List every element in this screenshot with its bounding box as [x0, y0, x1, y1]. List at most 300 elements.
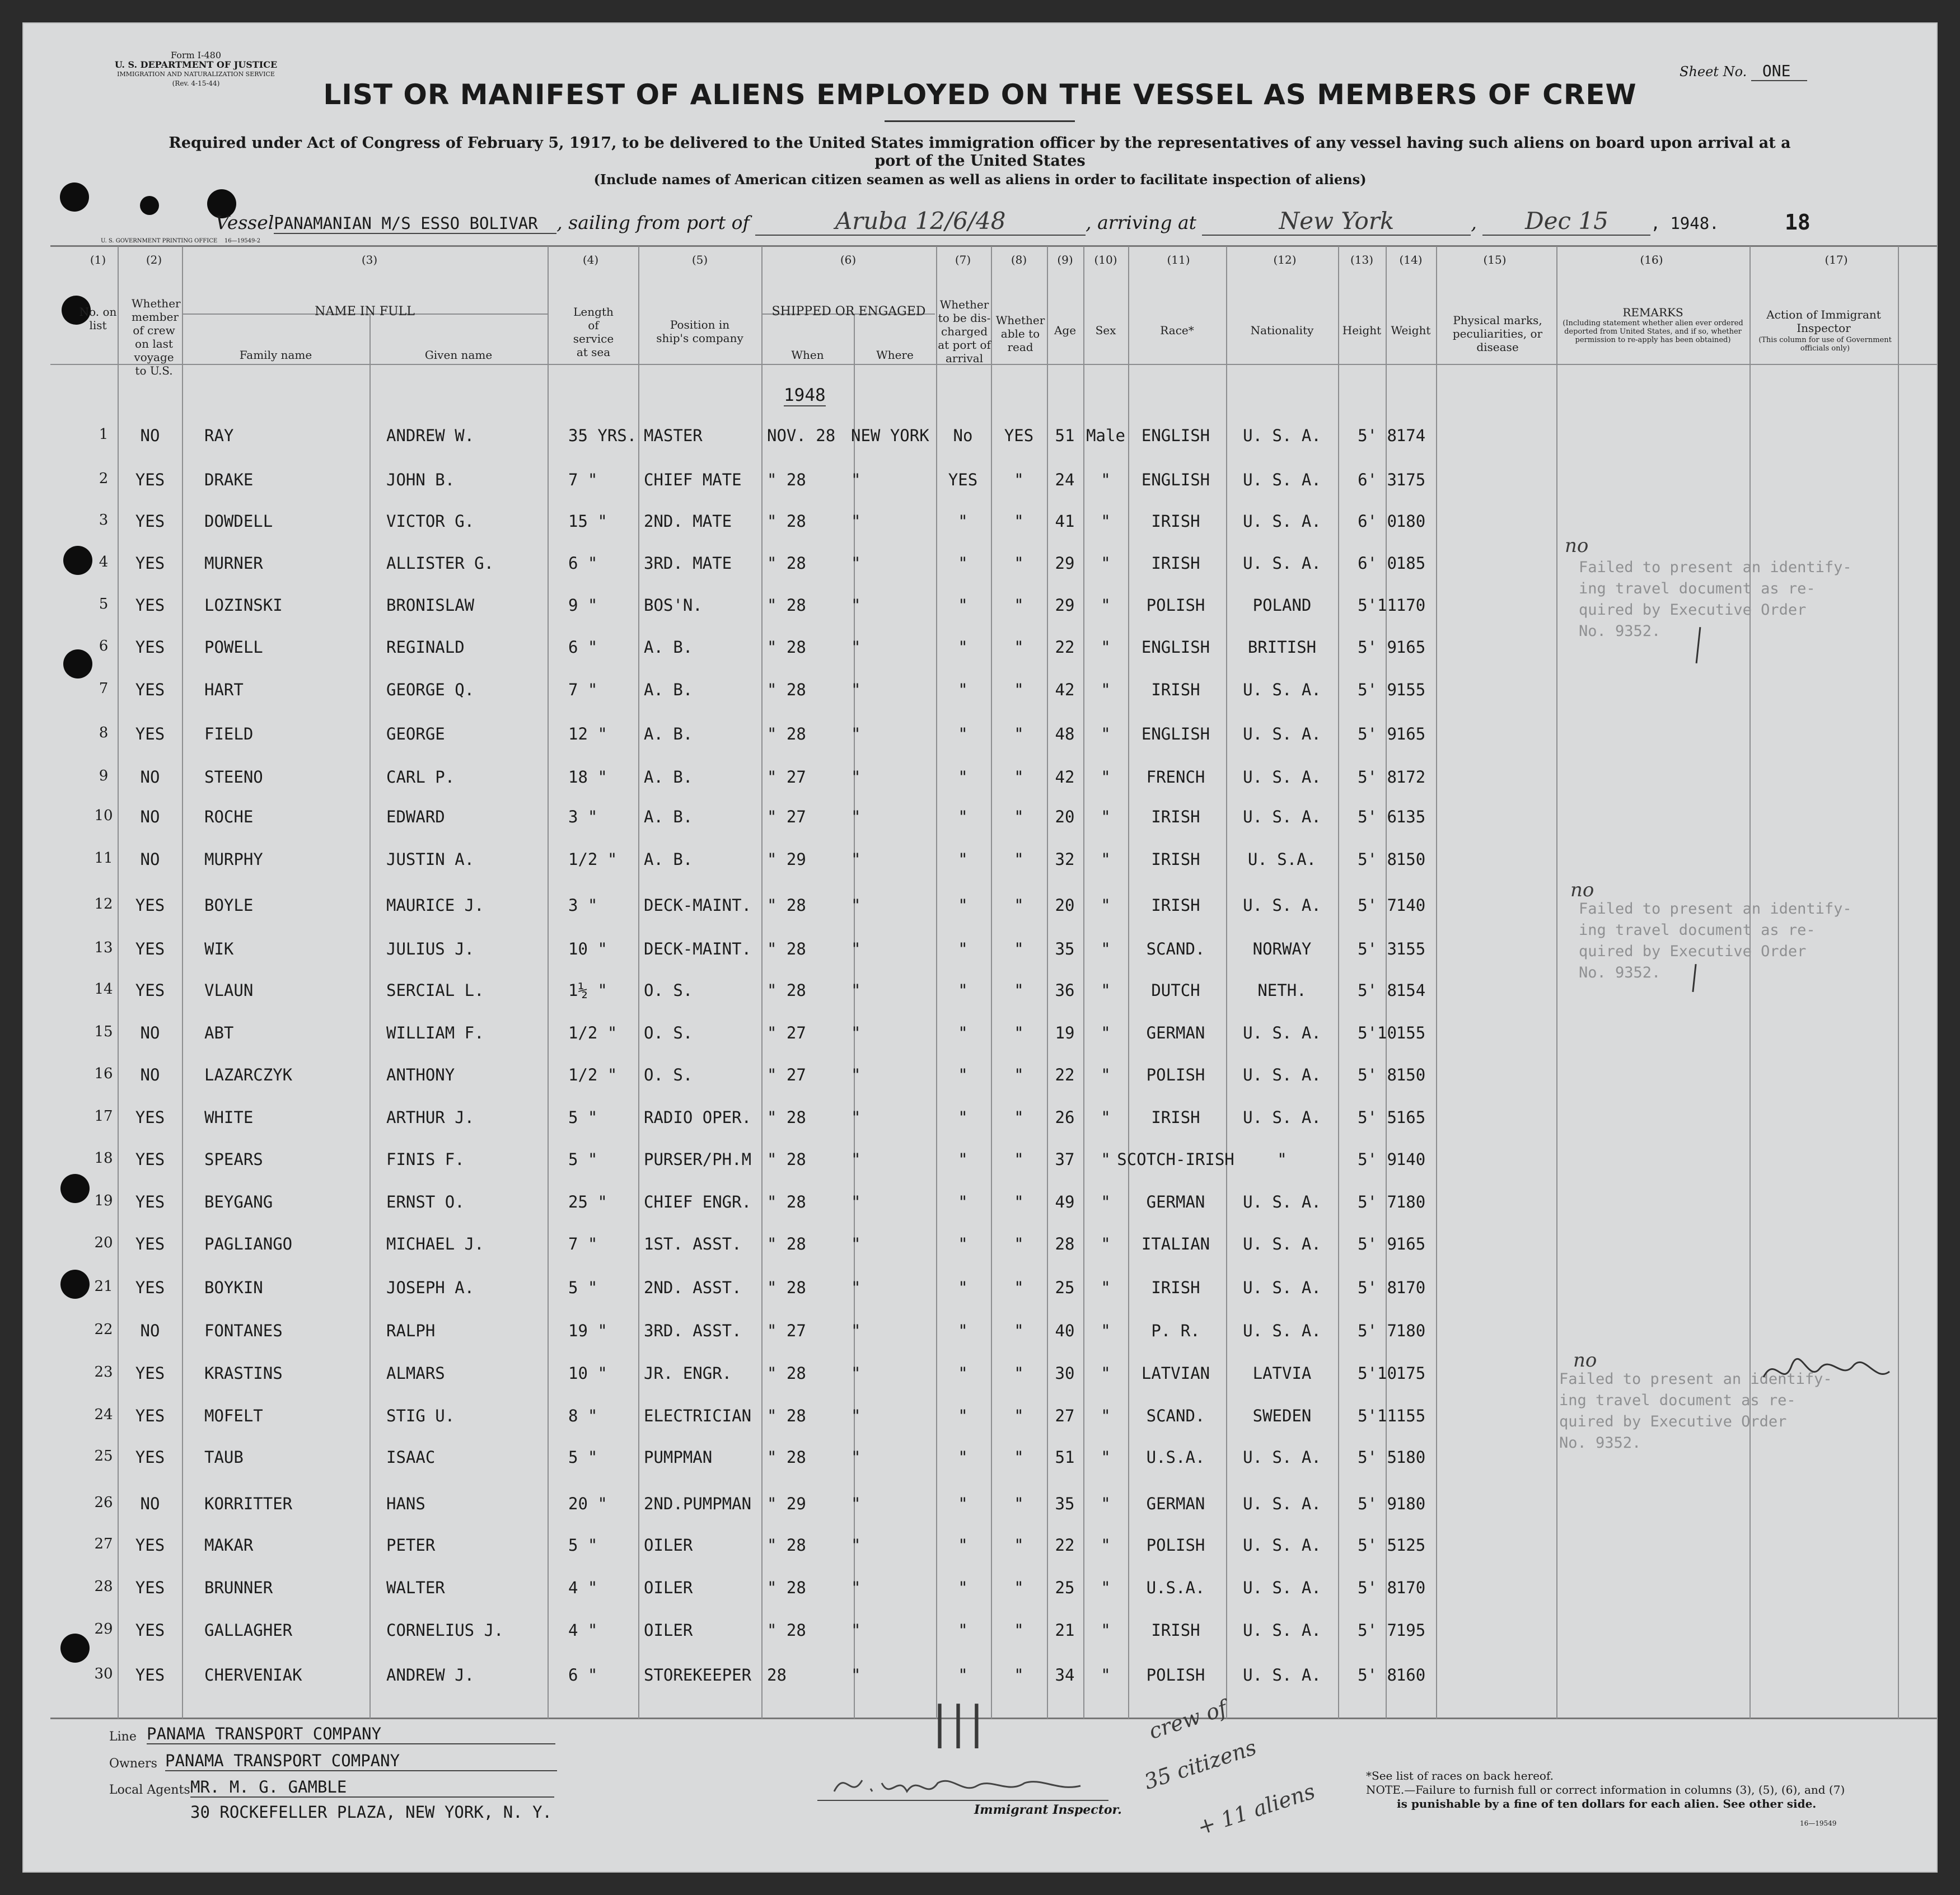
row-number: 10: [94, 807, 113, 824]
discharged-value: ": [958, 1536, 968, 1555]
row-number: 9: [99, 768, 109, 784]
table-row: [22, 1234, 1938, 1268]
shipped-where: ": [851, 1278, 861, 1297]
race-value: U.S.A.: [1146, 1578, 1205, 1597]
weight-value: 170: [1396, 596, 1426, 615]
able-to-read-value: ": [1014, 981, 1024, 1000]
height-value: 5' 9: [1358, 680, 1397, 699]
fine-note: [1366, 1783, 1845, 1796]
row-number: 20: [94, 1234, 113, 1251]
col-number: (4): [582, 253, 599, 266]
race-value: IRISH: [1151, 512, 1200, 531]
last-voyage-value: YES: [135, 1406, 165, 1425]
row-number: 28: [94, 1578, 113, 1595]
row-number: 30: [94, 1665, 113, 1682]
height-value: 5' 8: [1358, 1665, 1397, 1685]
shipped-when: " 29: [767, 1494, 806, 1513]
service-length: 10 ": [568, 939, 607, 958]
able-to-read-value: ": [1014, 1150, 1024, 1169]
given-name: ANTHONY: [386, 1065, 455, 1084]
service-length: 1/2 ": [568, 1065, 618, 1084]
last-voyage-value: YES: [135, 680, 165, 699]
age-value: 29: [1055, 596, 1075, 615]
shipped-when: " 28: [767, 1448, 806, 1467]
col-header-inspector-action: Action of Immigrant Inspector: [1766, 308, 1881, 335]
service-length: 7 ": [568, 680, 598, 699]
able-to-read-value: ": [1014, 554, 1024, 573]
nationality-value: U. S. A.: [1243, 1234, 1321, 1253]
sailing-label: , sailing from port of: [556, 212, 750, 233]
race-value: DUTCH: [1151, 981, 1200, 1000]
family-name: ROCHE: [204, 807, 254, 826]
position-value: MASTER: [644, 426, 703, 445]
department-name: U. S. DEPARTMENT OF JUSTICE: [114, 59, 278, 70]
nationality-value: U. S. A.: [1243, 512, 1321, 531]
able-to-read-value: ": [1014, 1406, 1024, 1425]
height-value: 5' 9: [1358, 724, 1397, 743]
table-row: [22, 1665, 1938, 1699]
sex-value: ": [1101, 850, 1111, 869]
service-length: 6 ": [568, 1665, 598, 1685]
title-rule: [885, 120, 1075, 122]
height-value: 5'11: [1358, 1406, 1397, 1425]
position-value: A. B.: [644, 724, 693, 743]
shipped-when: " 28: [767, 596, 806, 615]
subtitle: Required under Act of Congress of February 5, 1917, to be delivered to the United States immigration officer by the representatives of any vessel having such aliens on board upon arrival at a: [169, 134, 1791, 152]
race-value: GERMAN: [1146, 1192, 1205, 1211]
service-length: 9 ": [568, 596, 598, 615]
race-value: ENGLISH: [1141, 470, 1210, 489]
race-value: POLISH: [1146, 1665, 1205, 1685]
sex-value: ": [1101, 1621, 1111, 1640]
remark-text: Failed to present an identify- ing travel document as re- quired by Executive Order No. 9352.: [1579, 900, 1852, 981]
table-row: [22, 1278, 1938, 1312]
nationality-value: SWEDEN: [1252, 1406, 1312, 1425]
weight-value: 155: [1396, 680, 1426, 699]
row-number: 6: [99, 638, 109, 654]
age-value: 30: [1055, 1364, 1075, 1383]
service-length: 5 ": [568, 1278, 598, 1297]
able-to-read-value: ": [1014, 1364, 1024, 1383]
row-number: 3: [99, 512, 109, 528]
weight-value: 170: [1396, 1578, 1426, 1597]
nationality-value: U. S. A.: [1243, 768, 1321, 787]
position-value: 2ND. MATE: [644, 512, 732, 531]
shipped-where: ": [851, 1665, 861, 1685]
discharged-value: ": [958, 1621, 968, 1640]
arriving-port: New York: [1202, 207, 1471, 236]
arrival-year: , 1948.: [1650, 214, 1719, 233]
row-number: 11: [94, 850, 113, 867]
row-number: 17: [94, 1108, 113, 1125]
race-value: ENGLISH: [1141, 426, 1210, 445]
last-voyage-value: YES: [135, 554, 165, 573]
position-value: 2ND. ASST.: [644, 1278, 742, 1297]
family-name: HART: [204, 680, 244, 699]
table-row: [22, 1192, 1938, 1226]
discharged-value: ": [958, 1065, 968, 1084]
shipped-where: ": [851, 896, 861, 915]
able-to-read-value: ": [1014, 1494, 1024, 1513]
subtitle-2: port of the United States: [874, 152, 1086, 170]
able-to-read-value: ": [1014, 1065, 1024, 1084]
sex-value: ": [1101, 768, 1111, 787]
handwritten-signature: [1758, 1349, 1892, 1394]
age-value: 22: [1055, 1536, 1075, 1555]
last-voyage-value: YES: [135, 1108, 165, 1127]
header-bottom-rule: [50, 364, 1937, 365]
discharged-value: ": [958, 896, 968, 915]
table-row: [22, 1494, 1938, 1528]
given-name: MICHAEL J.: [386, 1234, 484, 1253]
age-value: 20: [1055, 807, 1075, 826]
sex-value: ": [1101, 638, 1111, 657]
weight-value: 165: [1396, 1108, 1426, 1127]
given-name: GEORGE Q.: [386, 680, 475, 699]
position-value: CHIEF MATE: [644, 470, 742, 489]
age-value: 21: [1055, 1621, 1075, 1640]
row-number: 1: [99, 426, 109, 443]
race-value: IRISH: [1151, 807, 1200, 826]
sex-value: ": [1101, 596, 1111, 615]
shipped-where: ": [851, 1192, 861, 1211]
discharged-value: ": [958, 680, 968, 699]
age-value: 35: [1055, 1494, 1075, 1513]
position-value: OILER: [644, 1578, 693, 1597]
service-length: 15 ": [568, 512, 607, 531]
able-to-read-value: ": [1014, 1665, 1024, 1685]
col-number: (3): [361, 253, 378, 266]
nationality-value: U. S. A.: [1243, 1108, 1321, 1127]
col-header-remarks: REMARKS: [1622, 306, 1683, 319]
page-number: 18: [1785, 210, 1811, 235]
given-name: SERCIAL L.: [386, 981, 484, 1000]
sex-value: ": [1101, 1406, 1111, 1425]
shipped-where: ": [851, 1621, 861, 1640]
given-name: VICTOR G.: [386, 512, 475, 531]
shipped-where: ": [851, 554, 861, 573]
weight-value: 165: [1396, 1234, 1426, 1253]
service-length: 4 ": [568, 1621, 598, 1640]
able-to-read-value: ": [1014, 850, 1024, 869]
weight-value: 195: [1396, 1621, 1426, 1640]
shipped-when: " 27: [767, 768, 806, 787]
race-value: P. R.: [1151, 1321, 1200, 1340]
family-name: DRAKE: [204, 470, 254, 489]
sex-value: ": [1101, 1023, 1111, 1042]
shipped-where: ": [851, 638, 861, 657]
family-name: LOZINSKI: [204, 596, 283, 615]
height-value: 5' 9: [1358, 1234, 1397, 1253]
shipped-when: 28: [767, 1665, 787, 1685]
shipped-when: NOV. 28: [767, 426, 836, 445]
age-value: 49: [1055, 1192, 1075, 1211]
service-length: 5 ": [568, 1536, 598, 1555]
row-number: 2: [99, 470, 109, 487]
position-value: ELECTRICIAN: [644, 1406, 752, 1425]
able-to-read-value: ": [1014, 1108, 1024, 1127]
discharged-value: ": [958, 554, 968, 573]
height-value: 5' 8: [1358, 850, 1397, 869]
age-value: 36: [1055, 981, 1075, 1000]
sex-value: ": [1101, 724, 1111, 743]
col-number: (13): [1350, 253, 1374, 266]
row-number: 29: [94, 1621, 113, 1637]
weight-value: 154: [1396, 981, 1426, 1000]
row-number: 22: [94, 1321, 113, 1338]
race-value: IRISH: [1151, 1278, 1200, 1297]
service-length: 5 ": [568, 1150, 598, 1169]
sex-value: ": [1101, 1065, 1111, 1084]
weight-value: 155: [1396, 1023, 1426, 1042]
shipped-where: ": [851, 1448, 861, 1467]
col-header-remarks-note: (Including statement whether alien ever ordered deported from United States, and if so, whether permission to re-apply has been obtained): [1563, 319, 1743, 344]
col-header-height: Height: [1342, 324, 1382, 337]
last-voyage-value: YES: [135, 1234, 165, 1253]
family-name: FIELD: [204, 724, 254, 743]
able-to-read-value: ": [1014, 1621, 1024, 1640]
service-length: 10 ": [568, 1364, 607, 1383]
row-number: 13: [94, 939, 113, 956]
given-name: JUSTIN A.: [386, 850, 475, 869]
col-header-inspector-note: (This column for use of Government officials only): [1758, 336, 1892, 353]
shipped-where: ": [851, 1321, 861, 1340]
last-voyage-value: NO: [140, 1065, 160, 1084]
row-number: 15: [94, 1023, 113, 1040]
shipped-when: " 28: [767, 638, 806, 657]
col-number: (1): [90, 253, 106, 266]
row-number: 24: [94, 1406, 113, 1423]
age-value: 35: [1055, 939, 1075, 958]
last-voyage-value: NO: [140, 1321, 160, 1340]
sex-value: ": [1101, 1494, 1111, 1513]
weight-value: 180: [1396, 1448, 1426, 1467]
last-voyage-value: YES: [135, 596, 165, 615]
owners-value: PANAMA TRANSPORT COMPANY: [165, 1751, 557, 1771]
position-value: STOREKEEPER: [644, 1665, 752, 1685]
height-value: 6' 0: [1358, 512, 1397, 531]
sex-value: ": [1101, 1108, 1111, 1127]
able-to-read-value: ": [1014, 638, 1024, 657]
shipped-where: ": [851, 981, 861, 1000]
row-number: 27: [94, 1536, 113, 1552]
col-number: (9): [1057, 253, 1073, 266]
race-value: IRISH: [1151, 554, 1200, 573]
weight-value: 172: [1396, 768, 1426, 787]
race-value: SCOTCH-IRISH: [1117, 1150, 1234, 1169]
service-length: 3 ": [568, 807, 598, 826]
table-row: [22, 724, 1938, 758]
position-value: DECK-MAINT.: [644, 939, 752, 958]
shipped-when: " 28: [767, 724, 806, 743]
position-value: OILER: [644, 1621, 693, 1640]
age-value: 19: [1055, 1023, 1075, 1042]
given-name: WALTER: [386, 1578, 445, 1597]
height-value: 5' 8: [1358, 981, 1397, 1000]
discharged-value: No: [953, 426, 973, 445]
nationality-value: U. S. A.: [1243, 680, 1321, 699]
shipped-where: ": [851, 939, 861, 958]
given-name: ARTHUR J.: [386, 1108, 475, 1127]
shipped-when: " 28: [767, 1192, 806, 1211]
last-voyage-value: NO: [140, 426, 160, 445]
family-name: RAY: [204, 426, 234, 445]
discharged-value: ": [958, 1108, 968, 1127]
shipped-when: " 28: [767, 1621, 806, 1640]
able-to-read-value: ": [1014, 807, 1024, 826]
weight-value: 180: [1396, 1494, 1426, 1513]
nationality-value: U. S. A.: [1243, 1665, 1321, 1685]
height-value: 5' 9: [1358, 638, 1397, 657]
shipped-when: " 28: [767, 1406, 806, 1425]
remark-mark: no: [1565, 535, 1589, 557]
last-voyage-value: NO: [140, 850, 160, 869]
age-value: 41: [1055, 512, 1075, 531]
family-name: BOYKIN: [204, 1278, 263, 1297]
nationality-value: LATVIA: [1252, 1364, 1312, 1383]
row-number: 4: [99, 554, 109, 570]
year-heading: 1948: [784, 385, 826, 405]
weight-value: 180: [1396, 1192, 1426, 1211]
family-name: MOFELT: [204, 1406, 263, 1425]
col-number: (17): [1825, 253, 1848, 266]
remark-text: Failed to present an identify- ing travel document as re- quired by Executive Order No. 9352.: [1559, 1370, 1832, 1452]
shipped-where: ": [851, 596, 861, 615]
col-header-able-to-read: Whether able to read: [995, 314, 1045, 354]
shipped-when: " 28: [767, 1578, 806, 1597]
nationality-value: POLAND: [1252, 596, 1312, 615]
nationality-value: U. S. A.: [1243, 554, 1321, 573]
height-value: 6' 0: [1358, 554, 1397, 573]
race-value: IRISH: [1151, 680, 1200, 699]
weight-value: 175: [1396, 1364, 1426, 1383]
arriving-label: , arriving at: [1086, 212, 1196, 233]
height-value: 5' 5: [1358, 1108, 1397, 1127]
service-length: 5 ": [568, 1108, 598, 1127]
family-name: MAKAR: [204, 1536, 254, 1555]
nationality-value: U. S. A.: [1243, 896, 1321, 915]
nationality-value: U. S. A.: [1243, 1621, 1321, 1640]
sex-value: ": [1101, 1150, 1111, 1169]
service-length: 35 YRS.: [568, 426, 637, 445]
shipped-when: " 28: [767, 1364, 806, 1383]
nationality-value: U. S. A.: [1243, 1578, 1321, 1597]
age-value: 29: [1055, 554, 1075, 573]
age-value: 48: [1055, 724, 1075, 743]
race-value: FRENCH: [1146, 768, 1205, 787]
table-bottom-rule: [50, 1718, 1937, 1719]
position-value: RADIO OPER.: [644, 1108, 752, 1127]
shipped-where: ": [851, 1578, 861, 1597]
col-number: (10): [1094, 253, 1117, 266]
family-name: BOYLE: [204, 896, 254, 915]
nationality-value: NORWAY: [1252, 939, 1312, 958]
family-name: MURPHY: [204, 850, 263, 869]
agents-address: 30 ROCKEFELLER PLAZA, NEW YORK, N. Y.: [190, 1803, 553, 1822]
agents-label: Local Agents: [109, 1783, 190, 1797]
sex-value: ": [1101, 939, 1111, 958]
height-value: 5' 5: [1358, 1448, 1397, 1467]
row-number: 21: [94, 1278, 113, 1295]
given-name: GEORGE: [386, 724, 445, 743]
position-value: 3RD. MATE: [644, 554, 732, 573]
able-to-read-value: ": [1014, 768, 1024, 787]
last-voyage-value: YES: [135, 981, 165, 1000]
sex-value: ": [1101, 680, 1111, 699]
position-value: PURSER/PH.M: [644, 1150, 752, 1169]
height-value: 6' 3: [1358, 470, 1397, 489]
shipped-where: ": [851, 807, 861, 826]
position-value: A. B.: [644, 807, 693, 826]
given-name: ISAAC: [386, 1448, 436, 1467]
discharged-value: ": [958, 1278, 968, 1297]
position-value: A. B.: [644, 768, 693, 787]
position-value: CHIEF ENGR.: [644, 1192, 752, 1211]
race-value: GERMAN: [1146, 1023, 1205, 1042]
discharged-value: ": [958, 850, 968, 869]
given-name: EDWARD: [386, 807, 445, 826]
last-voyage-value: YES: [135, 1621, 165, 1640]
sex-value: ": [1101, 807, 1111, 826]
position-value: 3RD. ASST.: [644, 1321, 742, 1340]
race-value: IRISH: [1151, 850, 1200, 869]
weight-value: 175: [1396, 470, 1426, 489]
sex-value: ": [1101, 1448, 1111, 1467]
height-value: 5' 8: [1358, 1578, 1397, 1597]
race-value: SCAND.: [1146, 1406, 1205, 1425]
family-name: ABT: [204, 1023, 234, 1042]
nationality-value: U. S. A.: [1243, 1321, 1321, 1340]
sailing-port: Aruba 12/6/48: [755, 207, 1086, 236]
position-value: O. S.: [644, 981, 693, 1000]
shipped-where: ": [851, 1065, 861, 1084]
given-name: HANS: [386, 1494, 425, 1513]
height-value: 5' 7: [1358, 1192, 1397, 1211]
family-name: SPEARS: [204, 1150, 263, 1169]
shipped-where: ": [851, 1536, 861, 1555]
able-to-read-value: ": [1014, 512, 1024, 531]
height-value: 5'10: [1358, 1364, 1397, 1383]
weight-value: 165: [1396, 724, 1426, 743]
vessel-name: PANAMANIAN M/S ESSO BOLIVAR: [274, 214, 556, 234]
remark-mark: no: [1573, 1349, 1597, 1372]
col-header-name: NAME IN FULL: [315, 305, 415, 319]
discharged-value: YES: [948, 470, 978, 489]
sex-value: Male: [1086, 426, 1125, 445]
shipped-when: " 28: [767, 1150, 806, 1169]
family-name: KRASTINS: [204, 1364, 283, 1383]
race-value: ENGLISH: [1141, 724, 1210, 743]
col-header-position: Position in ship's company: [656, 318, 743, 345]
discharged-value: ": [958, 724, 968, 743]
table-row: [22, 1150, 1938, 1183]
nationality-value: U. S. A.: [1243, 1494, 1321, 1513]
service-length: 25 ": [568, 1192, 607, 1211]
discharged-value: ": [958, 768, 968, 787]
crew-note: 35 citizens: [1141, 1734, 1260, 1795]
position-value: PUMPMAN: [644, 1448, 713, 1467]
table-row: [22, 1578, 1938, 1612]
col-number: (6): [840, 253, 857, 266]
last-voyage-value: YES: [135, 512, 165, 531]
discharged-value: ": [958, 939, 968, 958]
last-voyage-value: YES: [135, 1665, 165, 1685]
discharged-value: ": [958, 1665, 968, 1685]
sex-value: ": [1101, 1665, 1111, 1685]
shipped-where: ": [851, 850, 861, 869]
weight-value: 185: [1396, 554, 1426, 573]
race-value: IRISH: [1151, 1108, 1200, 1127]
